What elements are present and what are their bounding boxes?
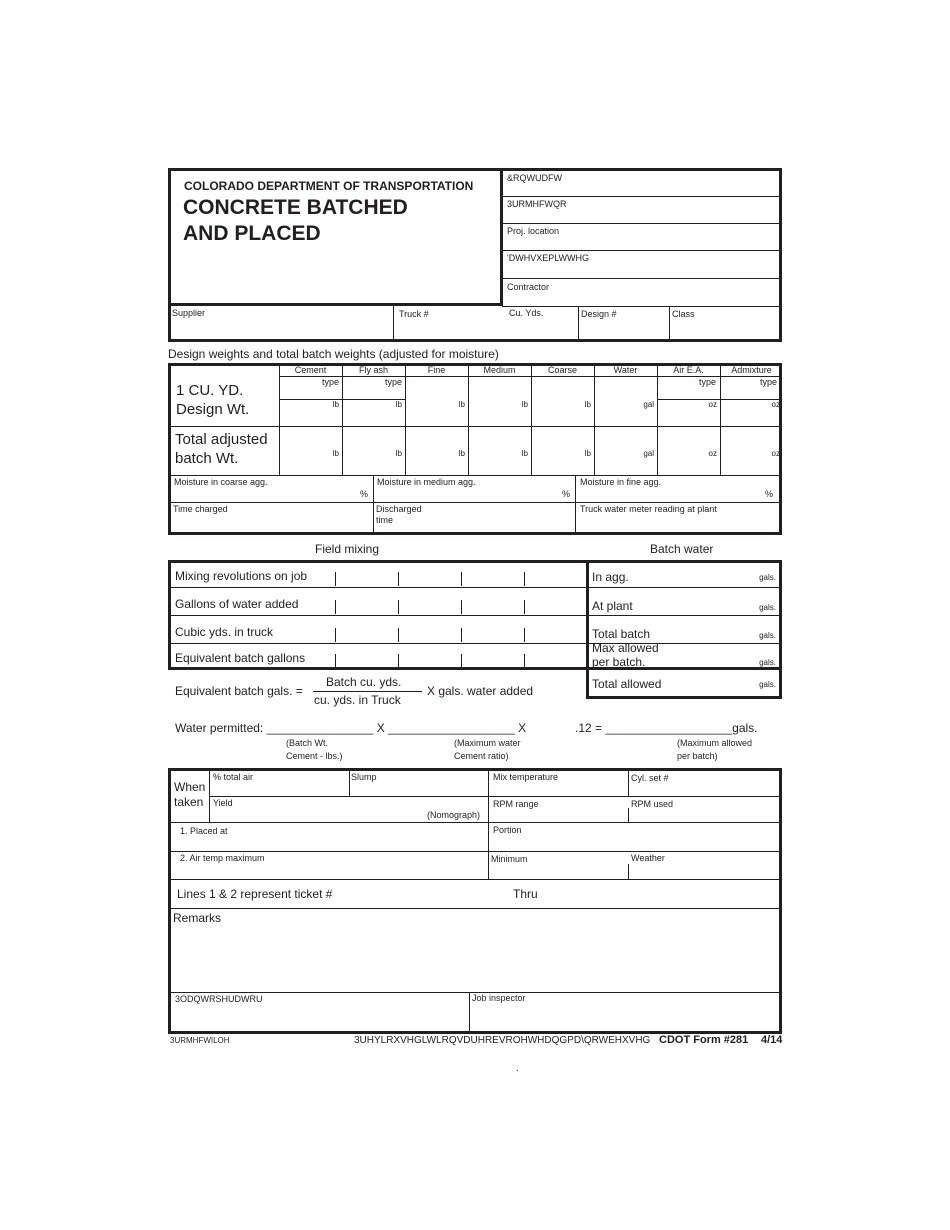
- adjusted-batch-fine-unit: lb: [458, 449, 465, 458]
- yield-label: Yield: [213, 798, 233, 808]
- rpm-used-label: RPM used: [631, 799, 674, 809]
- mix-temperature-field[interactable]: [489, 771, 628, 796]
- slump-label: Slump: [351, 772, 377, 782]
- adjusted-batch-flyash-unit: lb: [395, 449, 402, 458]
- cu-yds-label: Cu. Yds.: [509, 308, 544, 318]
- discharged-time-field[interactable]: [374, 503, 575, 532]
- flyash-type-label: type: [385, 377, 403, 387]
- design-number-field[interactable]: [579, 306, 669, 340]
- design-wt-water-cell[interactable]: [595, 387, 657, 411]
- note-batch-wt-line2: Cement - lbs.): [286, 751, 343, 761]
- column-header-flyash: Fly ash: [358, 365, 388, 375]
- slump-field[interactable]: [350, 771, 488, 796]
- at-plant-field[interactable]: [589, 591, 779, 617]
- adjusted-batch-water-unit: gal: [643, 449, 654, 458]
- note-max-water-line1: (Maximum water: [454, 738, 521, 748]
- placed-at-field[interactable]: [171, 823, 488, 851]
- in-agg-label: In agg.: [592, 570, 629, 584]
- mixing-revolutions-entry-4[interactable]: [524, 572, 587, 586]
- cubic-yds-truck-entry-2[interactable]: [398, 628, 461, 642]
- design-wt-flyash-cell[interactable]: [343, 387, 405, 411]
- rpm-used-field[interactable]: [629, 797, 780, 822]
- adjusted-batch-medium-unit: lb: [521, 449, 528, 458]
- nomograph-label: (Nomograph): [427, 810, 481, 820]
- adjusted-batch-air-ea-cell[interactable]: [658, 436, 720, 460]
- design-wt-cement-cell[interactable]: [280, 387, 342, 411]
- admixture-type-label: type: [760, 377, 778, 387]
- when-taken-line1: When: [174, 780, 206, 794]
- weather-label: Weather: [631, 853, 665, 863]
- time-charged-label: Time charged: [173, 504, 228, 514]
- cubic-yds-truck-entry-4[interactable]: [524, 628, 587, 642]
- moisture-fine-percent: %: [765, 489, 774, 499]
- design-wt-label-line2: Design Wt.: [176, 401, 250, 418]
- max-allowed-label-line2: per batch.: [592, 655, 646, 669]
- agency-name: COLORADO DEPARTMENT OF TRANSPORTATION: [184, 179, 474, 193]
- lines-ticket-label: Lines 1 & 2 represent ticket #: [177, 887, 333, 901]
- adjusted-batch-label-line2: batch Wt.: [175, 450, 239, 467]
- design-wt-medium-cell[interactable]: [469, 387, 531, 411]
- in-agg-gals-unit: gals.: [759, 573, 776, 582]
- cubic-yds-truck-entry-3[interactable]: [461, 628, 524, 642]
- design-wt-fine-unit: lb: [458, 400, 465, 409]
- project-number-field[interactable]: [503, 197, 780, 223]
- remarks-field[interactable]: [171, 909, 780, 992]
- adjusted-batch-label-line1: Total adjusted: [175, 431, 268, 448]
- time-charged-field[interactable]: [171, 503, 373, 532]
- remarks-label: Remarks: [173, 911, 222, 925]
- adjusted-batch-coarse-unit: lb: [584, 449, 591, 458]
- cubic-yds-truck-entry-1[interactable]: [335, 628, 398, 642]
- note-batch-wt-line1: (Batch Wt.: [286, 738, 329, 748]
- adjusted-batch-medium-cell[interactable]: [469, 436, 531, 460]
- total-allowed-gals-unit: gals.: [759, 680, 776, 689]
- cyl-set-label: Cyl. set #: [631, 773, 669, 783]
- date-submitted-label: 'DWHVXEPLWWHG: [507, 253, 590, 263]
- adjusted-batch-air-ea-unit: oz: [708, 449, 717, 458]
- contract-field[interactable]: [503, 171, 780, 196]
- design-number-label: Design #: [581, 309, 617, 319]
- gallons-water-added-entry-4[interactable]: [524, 600, 587, 614]
- plant-operator-label: 3ODQWRSHUDWRU: [175, 994, 263, 1004]
- max-allowed-label-line1: Max allowed: [592, 641, 659, 655]
- equivalent-batch-gallons-entry-1[interactable]: [335, 654, 398, 668]
- project-number-label: 3URMHFWQR: [507, 199, 567, 209]
- total-batch-gals-unit: gals.: [759, 631, 776, 640]
- air-temp-max-label: 2. Air temp maximum: [180, 853, 265, 863]
- water-permitted-factor: .12 = ___________________gals.: [575, 721, 758, 735]
- at-plant-label: At plant: [592, 599, 633, 613]
- air-type-label: type: [699, 377, 717, 387]
- equivalent-batch-gallons-label: Equivalent batch gallons: [175, 651, 306, 665]
- minimum-label: Minimum: [491, 854, 528, 864]
- design-wt-air-ea-unit: oz: [708, 400, 717, 409]
- batch-water-heading: Batch water: [650, 542, 714, 556]
- column-header-medium: Medium: [483, 365, 516, 375]
- gallons-water-added-entry-1[interactable]: [335, 600, 398, 614]
- placed-at-label: 1. Placed at: [180, 826, 228, 836]
- design-wt-cement-unit: lb: [332, 400, 339, 409]
- design-wt-label-line1: 1 CU. YD.: [176, 382, 244, 399]
- at-plant-gals-unit: gals.: [759, 603, 776, 612]
- form-title-line1: CONCRETE BATCHED: [183, 196, 408, 219]
- adjusted-batch-coarse-cell[interactable]: [532, 436, 594, 460]
- mix-temperature-label: Mix temperature: [493, 772, 559, 782]
- job-inspector-field[interactable]: [470, 993, 780, 1031]
- date-submitted-field[interactable]: [503, 251, 780, 278]
- cement-type-label: type: [322, 377, 340, 387]
- design-wt-water-unit: gal: [643, 400, 654, 409]
- footer-previous-editions: 3UHYLRXVHGLWLRQVDUHREVROHWHDQGPD\QRWEHXVHG: [354, 1035, 651, 1046]
- design-wt-admixture-cell[interactable]: [721, 387, 783, 411]
- adjusted-batch-water-cell[interactable]: [595, 436, 657, 460]
- project-location-field[interactable]: [503, 224, 780, 250]
- yield-field[interactable]: [210, 797, 488, 822]
- mixing-revolutions-entry-1[interactable]: [335, 572, 398, 586]
- moisture-coarse-field[interactable]: [171, 476, 373, 502]
- equivalent-batch-gallons-entry-3[interactable]: [461, 654, 524, 668]
- footer-form-number: CDOT Form #281: [659, 1034, 749, 1046]
- ticket-range-field[interactable]: [171, 880, 780, 908]
- moisture-fine-label: Moisture in fine agg.: [580, 477, 662, 487]
- truck-number-field[interactable]: [394, 306, 501, 340]
- moisture-medium-percent: %: [562, 489, 571, 499]
- form-title-line2: AND PLACED: [183, 222, 321, 245]
- supplier-label: Supplier: [172, 308, 206, 318]
- total-allowed-field[interactable]: [589, 670, 779, 696]
- weather-field[interactable]: [629, 852, 780, 879]
- footer-form-date: 4/14: [761, 1034, 783, 1046]
- formula-fraction-bar: [313, 691, 422, 692]
- moisture-medium-label: Moisture in medium agg.: [377, 477, 476, 487]
- gallons-water-added-label: Gallons of water added: [175, 597, 299, 611]
- contractor-label: Contractor: [507, 282, 550, 292]
- contractor-field[interactable]: [503, 279, 780, 306]
- column-header-admixture: Admixture: [731, 365, 772, 375]
- footer-dot: .: [516, 1063, 519, 1074]
- total-air-field[interactable]: [210, 771, 349, 796]
- thru-label: Thru: [513, 887, 538, 901]
- note-max-water-line2: Cement ratio): [454, 751, 509, 761]
- rpm-range-field[interactable]: [489, 797, 628, 822]
- moisture-coarse-percent: %: [360, 489, 369, 499]
- class-label: Class: [672, 309, 695, 319]
- truck-number-label: Truck #: [399, 309, 429, 319]
- note-max-allowed-line1: (Maximum allowed: [677, 738, 753, 748]
- field-mixing-heading: Field mixing: [315, 542, 380, 556]
- design-weights-caption: Design weights and total batch weights (adjusted for moisture): [168, 347, 499, 361]
- total-air-label: % total air: [213, 772, 254, 782]
- class-field[interactable]: [670, 306, 780, 340]
- note-max-allowed-line2: per batch): [677, 751, 718, 761]
- column-header-coarse: Coarse: [547, 365, 577, 375]
- column-header-fine: Fine: [427, 365, 446, 375]
- adjusted-batch-admixture-unit: oz: [771, 449, 780, 458]
- total-batch-label: Total batch: [592, 627, 651, 641]
- discharged-label-line2: time: [376, 515, 394, 525]
- adjusted-batch-admixture-cell[interactable]: [721, 436, 783, 460]
- column-header-cement: Cement: [294, 365, 327, 375]
- mixing-revolutions-label: Mixing revolutions on job: [175, 569, 308, 583]
- design-wt-flyash-unit: lb: [395, 400, 402, 409]
- mixing-revolutions-entry-3[interactable]: [461, 572, 524, 586]
- adjusted-batch-cement-cell[interactable]: [280, 436, 342, 460]
- moisture-coarse-label: Moisture in coarse agg.: [174, 477, 268, 487]
- project-location-label: Proj. location: [507, 226, 560, 236]
- gallons-water-added-entry-3[interactable]: [461, 600, 524, 614]
- job-inspector-label: Job inspector: [472, 993, 526, 1003]
- footer-project-file: 3URMHFWILOH: [170, 1036, 230, 1045]
- adjusted-batch-fine-cell[interactable]: [406, 436, 468, 460]
- supplier-field[interactable]: [171, 306, 393, 340]
- truck-water-meter-field[interactable]: [576, 503, 780, 532]
- plant-operator-field[interactable]: [171, 993, 469, 1031]
- equivalent-batch-gallons-entry-4[interactable]: [524, 654, 587, 668]
- in-agg-field[interactable]: [589, 563, 779, 589]
- mixing-revolutions-entry-2[interactable]: [398, 572, 461, 586]
- discharged-label-line1: Discharged: [376, 504, 422, 514]
- design-wt-air-ea-cell[interactable]: [658, 387, 720, 411]
- total-allowed-label: Total allowed: [592, 677, 662, 691]
- adjusted-batch-cement-unit: lb: [332, 449, 339, 458]
- minimum-field[interactable]: [489, 852, 628, 879]
- cubic-yds-truck-label: Cubic yds. in truck: [175, 625, 274, 639]
- max-allowed-gals-unit: gals.: [759, 658, 776, 667]
- design-wt-admixture-unit: oz: [771, 400, 780, 409]
- cyl-set-field[interactable]: [629, 771, 780, 796]
- design-wt-medium-unit: lb: [521, 400, 528, 409]
- water-permitted-line: Water permitted: ________________ X ___________________ X: [175, 721, 527, 735]
- equivalent-batch-gallons-entry-2[interactable]: [398, 654, 461, 668]
- moisture-fine-field[interactable]: [576, 476, 780, 502]
- truck-water-meter-label: Truck water meter reading at plant: [580, 504, 717, 514]
- equiv-formula-numerator: Batch cu. yds.: [326, 675, 402, 689]
- design-wt-fine-cell[interactable]: [406, 387, 468, 411]
- equiv-formula-denominator: cu. yds. in Truck: [314, 693, 401, 707]
- when-taken-line2: taken: [174, 795, 204, 809]
- design-wt-coarse-unit: lb: [584, 400, 591, 409]
- max-allowed-field[interactable]: [589, 641, 779, 669]
- column-header-water: Water: [613, 365, 638, 375]
- rpm-range-label: RPM range: [493, 799, 539, 809]
- contract-label: &RQWUDFW: [507, 173, 562, 183]
- air-temp-max-field[interactable]: [171, 852, 488, 879]
- adjusted-batch-flyash-cell[interactable]: [343, 436, 405, 460]
- design-wt-coarse-cell[interactable]: [532, 387, 594, 411]
- equiv-formula-label: Equivalent batch gals. =: [175, 684, 303, 698]
- portion-field[interactable]: [489, 823, 780, 851]
- cu-yds-field[interactable]: [503, 306, 578, 340]
- gallons-water-added-entry-2[interactable]: [398, 600, 461, 614]
- moisture-medium-field[interactable]: [374, 476, 575, 502]
- column-header-air-ea: Air E.A.: [673, 365, 704, 375]
- equiv-formula-times: X gals. water added: [427, 684, 534, 698]
- portion-label: Portion: [493, 825, 522, 835]
